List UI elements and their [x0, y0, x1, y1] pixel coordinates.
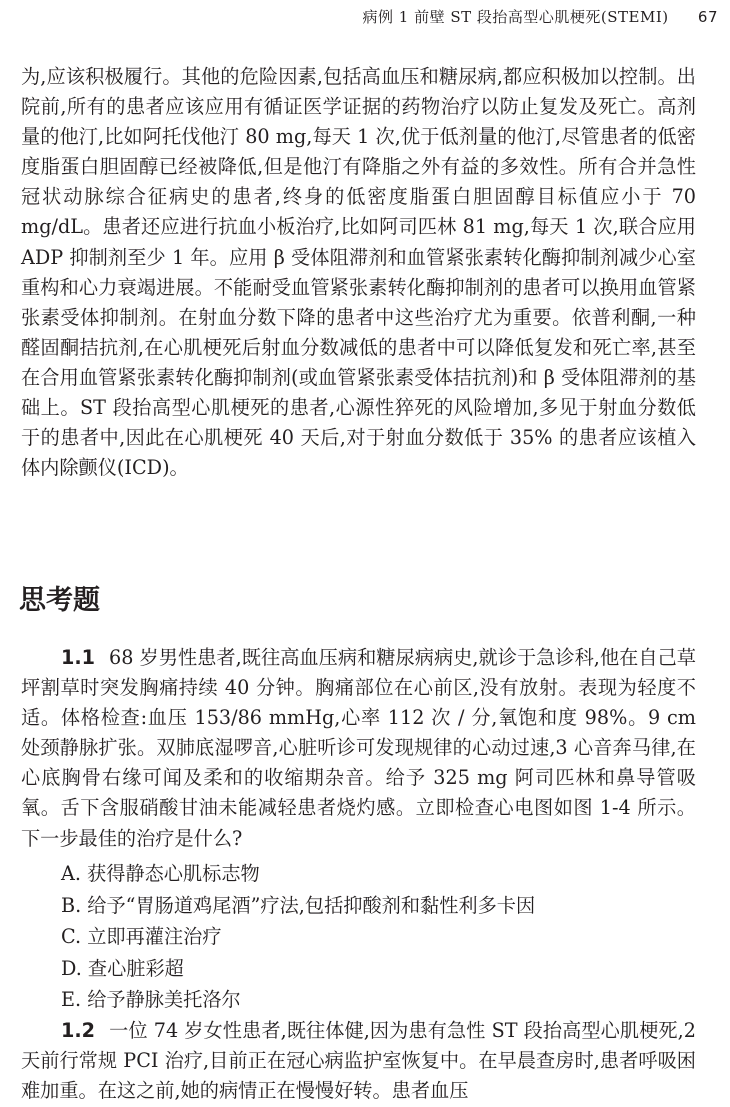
page-number: 67	[697, 8, 718, 26]
question-2	[21, 1016, 696, 1106]
body-paragraph: 为,应该积极履行。其他的危险因素,包括高血压和糖尿病,都应积极加以控制。出院前,所有的患者应该应用有循证医学证据的药物治疗以防止复发及死亡。高剂量的他汀,比如阿托伐他汀 80 mg,每天 1 次,优于低剂量的他汀,尽管患者的低密度脂蛋白胆固醇已经被降低,但是他汀有降脂之外有益的多效性。所有合并急性冠状动脉综合征病史的患者,终身的低密度脂蛋白胆固醇目标值应小于 70 mg/dL。患者还应进行抗血小板治疗,比如阿司匹林 81 mg,每天 1 次,联合应用 ADP 抑制剂至少 1 年。应用 β 受体阻滞剂和血管紧张素转化酶抑制剂减少心室重构和心力衰竭进展。不能耐受血管紧张素转化酶抑制剂的患者可以换用血管紧张素受体抑制剂。在射血分数下降的患者中这些治疗尤为重要。依普利酮,一种醛固酮拮抗剂,在心肌梗死后射血分数减低的患者中可以降低复发和死亡率,甚至在合用血管紧张素转化酶抑制剂(或血管紧张素受体拮抗剂)和 β 受体阻滞剂的基础上。ST 段抬高型心肌梗死的患者,心源性猝死的风险增加,多见于射血分数低于的患者中,因此在心肌梗死 40 天后,对于射血分数低于 35% 的患者应该植入体内除颤仪(ICD)。	[21, 65, 696, 480]
chapter-title: 病例 1 前壁 ST 段抬高型心肌梗死(STEMI)	[362, 8, 669, 26]
question-number: 1.1	[61, 646, 95, 669]
question-1	[21, 643, 696, 854]
section-heading: 思考题	[19, 585, 100, 616]
option-a: A. 获得静态心肌标志物	[61, 862, 260, 885]
running-header	[363, 6, 719, 27]
question-number: 1.2	[61, 1019, 95, 1042]
option-e: E. 给予静脉美托洛尔	[61, 988, 241, 1012]
option-b: B. 给予“胃肠道鸡尾酒”疗法,包括抑酸剂和黏性利多卡因	[61, 893, 536, 917]
question-text: 一位 74 岁女性患者,既往体健,因为患有急性 ST 段抬高型心肌梗死,2 天前行常规 PCI 治疗,目前正在冠心病监护室恢复中。在早晨查房时,患者呼吸困难加重。在这之前,她的病情正在慢慢好转。患者血压	[21, 1019, 696, 1103]
answer-options	[61, 858, 535, 1016]
question-text: 68 岁男性患者,既往高血压病和糖尿病病史,就诊于急诊科,他在自己草坪割草时突发胸痛持续 40 分钟。胸痛部位在心前区,没有放射。表现为轻度不适。体格检查:血压 153/86 mmHg,心率 112 次 / 分,氧饱和度 98%。9 cm 处颈静脉扩张。双肺底湿啰音,心脏听诊可发现规律的心动过速,3 心音奔马律,在心底胸骨右缘可闻及柔和的收缩期杂音。给予 325 mg 阿司匹林和鼻导管吸氧。舌下含服硝酸甘油未能减轻患者烧灼感。立即检查心电图如图 1-4 所示。下一步最佳的治疗是什么?	[21, 646, 696, 850]
option-c: C. 立即再灌注治疗	[61, 925, 222, 949]
option-d: D. 查心脏彩超	[61, 956, 184, 980]
